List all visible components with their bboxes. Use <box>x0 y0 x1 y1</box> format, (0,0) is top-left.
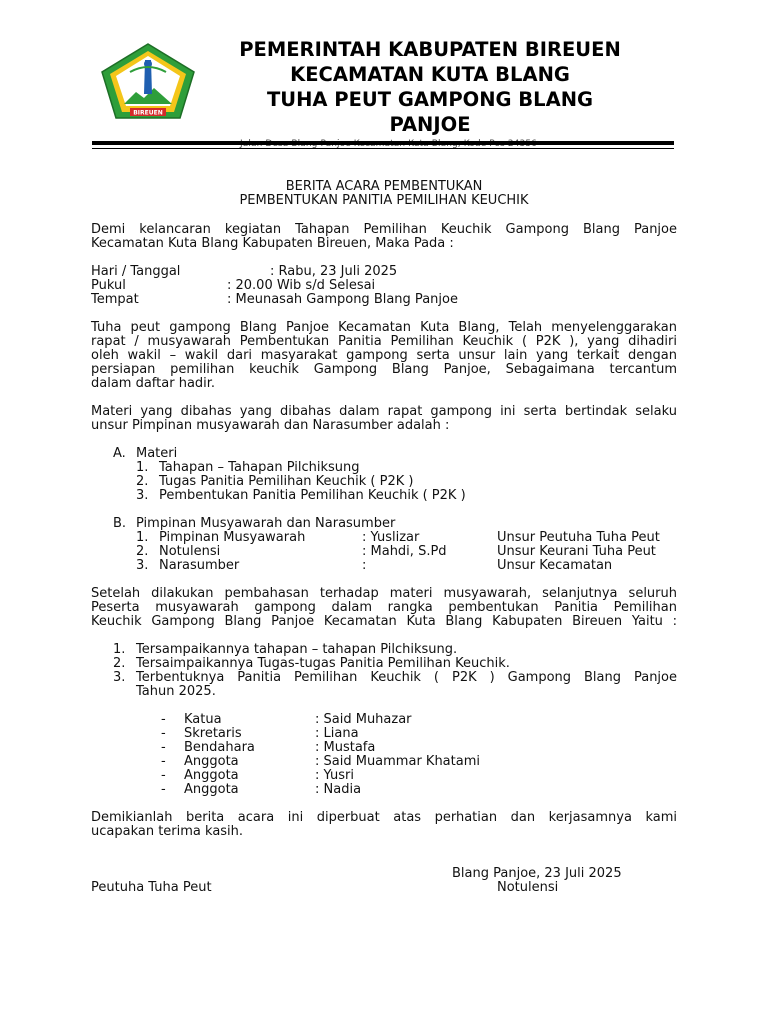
committee-name-2: : Liana <box>315 726 359 741</box>
schedule-value-day: : Rabu, 23 Juli 2025 <box>270 264 398 279</box>
committee-dash-4: - <box>161 754 166 769</box>
intro-line-1: Demi kelancaran kegiatan Tahapan Pemilihan Keuchik Gampong Blang Panjoe <box>91 222 677 237</box>
committee-name-6: : Nadia <box>315 782 362 797</box>
section-b-name-1: : Yuslizar <box>362 530 420 545</box>
para1-line-1: Tuha peut gampong Blang Panjoe Kecamatan Kuta Blang, Telah menyelenggarakan <box>91 320 677 335</box>
schedule-label-place: Tempat <box>91 292 139 307</box>
letterhead-line-1: PEMERINTAH KABUPATEN BIREUEN <box>239 38 621 61</box>
para1-line-2: rapat / musyawarah Pembentukan Panitia Pemilihan Keuchik ( P2K ), yang dihadiri <box>91 334 677 349</box>
schedule-label-day: Hari / Tanggal <box>91 264 181 279</box>
section-b-marker: B. <box>113 516 127 531</box>
signature-right-role: Notulensi <box>497 880 559 895</box>
para3-line-3: Keuchik Gampong Blang Panjoe Kecamatan Kuta Blang Kabupaten Bireuen Yaitu : <box>91 614 677 629</box>
letterhead-line-3: TUHA PEUT GAMPONG BLANG <box>266 88 594 111</box>
section-b-role-2: Notulensi <box>159 544 221 559</box>
closing-line-2: ucapakan terima kasih. <box>91 824 244 839</box>
committee-dash-2: - <box>161 726 166 741</box>
para2-line-2: unsur Pimpinan musyawarah dan Narasumber adalah : <box>91 418 450 433</box>
closing-line-1: Demikianlah berita acara ini diperbuat atas perhatian dan kerjasamnya kami <box>91 810 677 825</box>
section-a-num-2: 2. <box>136 474 149 489</box>
result-item-2: Tersaimpaikannya Tugas-tugas Panitia Pemilihan Keuchik. <box>136 656 510 671</box>
document-title-line-1: BERITA ACARA PEMBENTUKAN <box>285 179 483 194</box>
document-title-line-2: PEMBENTUKAN PANITIA PEMILIHAN KEUCHIK <box>239 193 529 208</box>
signature-place-date: Blang Panjoe, 23 Juli 2025 <box>452 866 622 881</box>
section-b-num-3: 3. <box>136 558 149 573</box>
committee-role-1: Katua <box>184 712 222 727</box>
committee-dash-5: - <box>161 768 166 783</box>
section-b-role-1: Pimpinan Musyawarah <box>159 530 306 545</box>
schedule-value-time: : 20.00 Wib s/d Selesai <box>227 278 376 293</box>
logo-text: BIREUEN <box>133 109 163 117</box>
section-b-role-3: Narasumber <box>159 558 240 573</box>
committee-name-4: : Said Muammar Khatami <box>315 754 480 769</box>
section-b-num-2: 2. <box>136 544 149 559</box>
committee-name-3: : Mustafa <box>315 740 376 755</box>
para3-line-2: Peserta musyawarah gampong dalam rangka pembentukan Panitia Pemilihan <box>91 600 677 615</box>
letterhead-line-4: PANJOE <box>389 113 471 136</box>
result-item-1: Tersampaikannya tahapan – tahapan Pilchiksung. <box>136 642 458 657</box>
bireuen-logo <box>100 42 196 120</box>
letterhead-rule <box>92 141 674 145</box>
result-item-3-line-1: Terbentuknya Panitia Pemilihan Keuchik ( P2K ) Gampong Blang Panjoe <box>136 670 677 685</box>
letterhead-line-2: KECAMATAN KUTA BLANG <box>290 63 570 86</box>
section-b-unsur-3: Unsur Kecamatan <box>497 558 613 573</box>
para1-line-4: persiapan pemilihan keuchik Gampong Blang Panjoe, Sebagaimana tercantum <box>91 362 677 377</box>
section-a-item-1: Tahapan – Tahapan Pilchiksung <box>159 460 360 475</box>
section-a-title: Materi <box>136 446 178 461</box>
schedule-label-time: Pukul <box>91 278 126 293</box>
letterhead-rule-thin <box>92 148 674 149</box>
result-num-1: 1. <box>113 642 126 657</box>
letterhead-title <box>195 37 665 137</box>
section-a-item-2: Tugas Panitia Pemilihan Keuchik ( P2K ) <box>159 474 414 489</box>
section-b-unsur-1: Unsur Peutuha Tuha Peut <box>497 530 660 545</box>
committee-role-3: Bendahara <box>184 740 255 755</box>
para3-line-1: Setelah dilakukan pembahasan terhadap materi musyawarah, selanjutnya seluruh <box>91 586 677 601</box>
section-a-num-3: 3. <box>136 488 149 503</box>
committee-dash-6: - <box>161 782 166 797</box>
committee-dash-3: - <box>161 740 166 755</box>
committee-dash-1: - <box>161 712 166 727</box>
result-num-2: 2. <box>113 656 126 671</box>
result-item-3-line-2: Tahun 2025. <box>136 684 216 699</box>
signature-left-role: Peutuha Tuha Peut <box>91 880 212 895</box>
committee-role-4: Anggota <box>184 754 239 769</box>
section-a-num-1: 1. <box>136 460 149 475</box>
committee-name-1: : Said Muhazar <box>315 712 412 727</box>
result-num-3: 3. <box>113 670 126 685</box>
section-b-num-1: 1. <box>136 530 149 545</box>
section-a-item-3: Pembentukan Panitia Pemilihan Keuchik ( P2K ) <box>159 488 466 503</box>
section-a-marker: A. <box>113 446 126 461</box>
committee-role-6: Anggota <box>184 782 239 797</box>
section-b-unsur-2: Unsur Keurani Tuha Peut <box>497 544 656 559</box>
intro-line-2: Kecamatan Kuta Blang Kabupaten Bireuen, Maka Pada : <box>91 236 454 251</box>
schedule-value-place: : Meunasah Gampong Blang Panjoe <box>227 292 458 307</box>
committee-name-5: : Yusri <box>315 768 354 783</box>
para1-line-5: dalam daftar hadir. <box>91 376 216 391</box>
section-b-name-3: : <box>362 558 367 573</box>
para2-line-1: Materi yang dibahas yang dibahas dalam rapat gampong ini serta bertindak selaku <box>91 404 677 419</box>
committee-role-2: Skretaris <box>184 726 242 741</box>
section-b-title: Pimpinan Musyawarah dan Narasumber <box>136 516 396 531</box>
committee-role-5: Anggota <box>184 768 239 783</box>
para1-line-3: oleh wakil – wakil dari masyarakat gampong serta unsur lain yang terkait dengan <box>91 348 677 363</box>
section-b-name-2: : Mahdi, S.Pd <box>362 544 447 559</box>
